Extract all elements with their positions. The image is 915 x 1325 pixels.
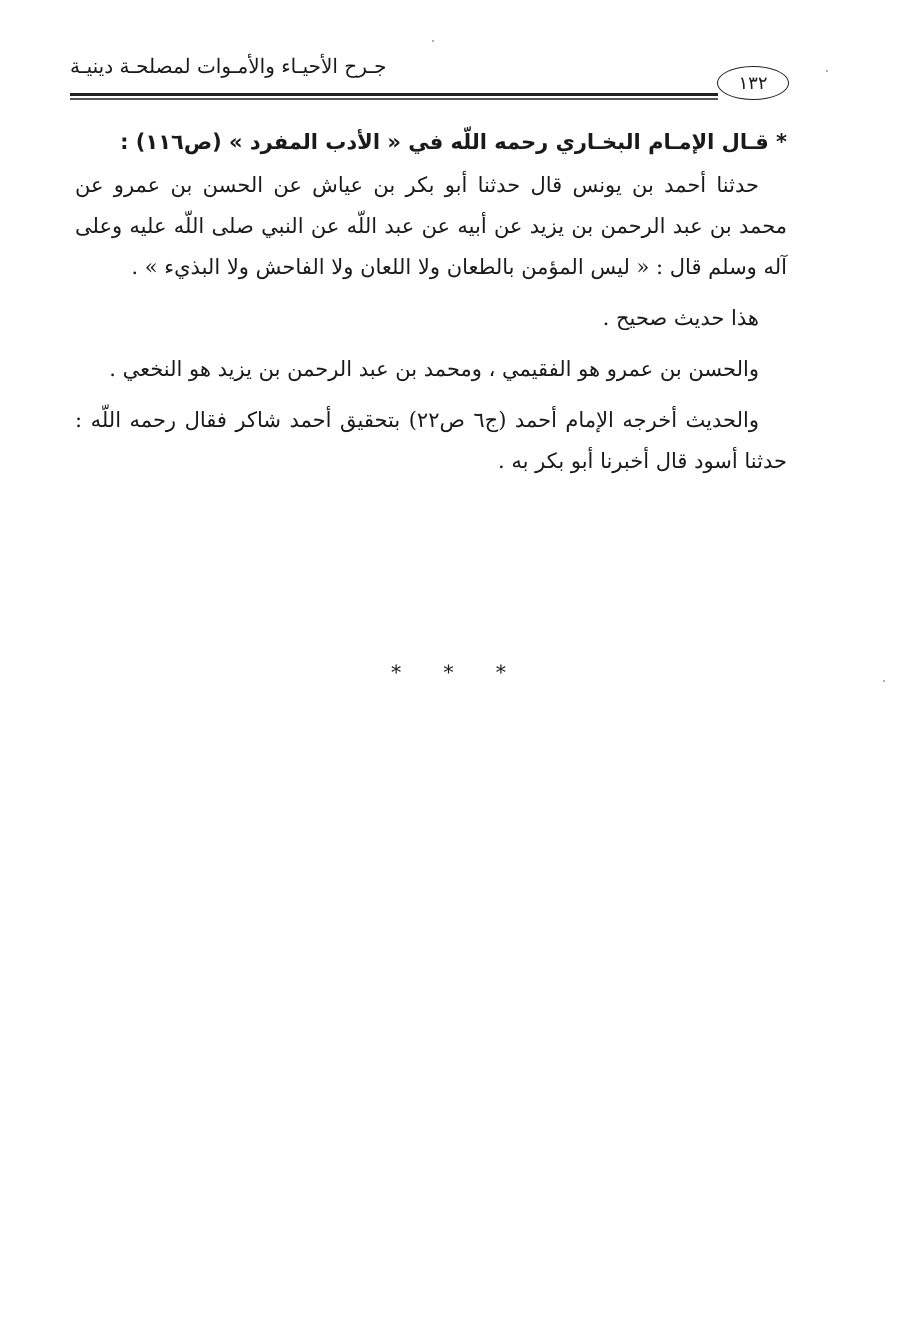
section-separator: * * * [391, 660, 524, 684]
scan-speck [883, 680, 885, 682]
hadith-paragraph: حدثنا أحمد بن يونس قال حدثنا أبو بكر بن عياش عن الحسن بن عمرو عن محمد بن عبد الرحمن بن يزيد عن أبيه عن عبد اللّه عن النبي صلى اللّه عليه وعلى آله وسلم قال : « ليس المؤمن بالطعان ولا اللعان ولا الفاحش ولا البذيء » . [75, 173, 787, 279]
source-paragraph: والحديث أخرجه الإمام أحمد (ج٦ ص٢٢) بتحقيق أحمد شاكر فقال رحمه اللّه : حدثنا أسود قال أخبرنا أبو بكر به . [75, 408, 787, 473]
header-rule-thin [70, 98, 718, 100]
header-rule-thick [70, 93, 718, 96]
narrator-note-paragraph: والحسن بن عمرو هو الفقيمي ، ومحمد بن عبد الرحمن بن يزيد هو النخعي . [109, 357, 759, 381]
page-number: ١٣٢ [717, 66, 789, 100]
running-title: جـرح الأحيـاء والأمـوات لمصلحـة دينيـة [70, 54, 387, 78]
section-heading: * قـال الإمـام البخـاري رحمه اللّه في « الأدب المفرد » (ص١١٦) : [120, 130, 787, 154]
page-body [75, 122, 787, 482]
scan-speck [432, 40, 434, 42]
grading-paragraph: هذا حديث صحيح . [602, 306, 759, 330]
scan-speck [826, 70, 828, 72]
page-header [70, 50, 785, 105]
